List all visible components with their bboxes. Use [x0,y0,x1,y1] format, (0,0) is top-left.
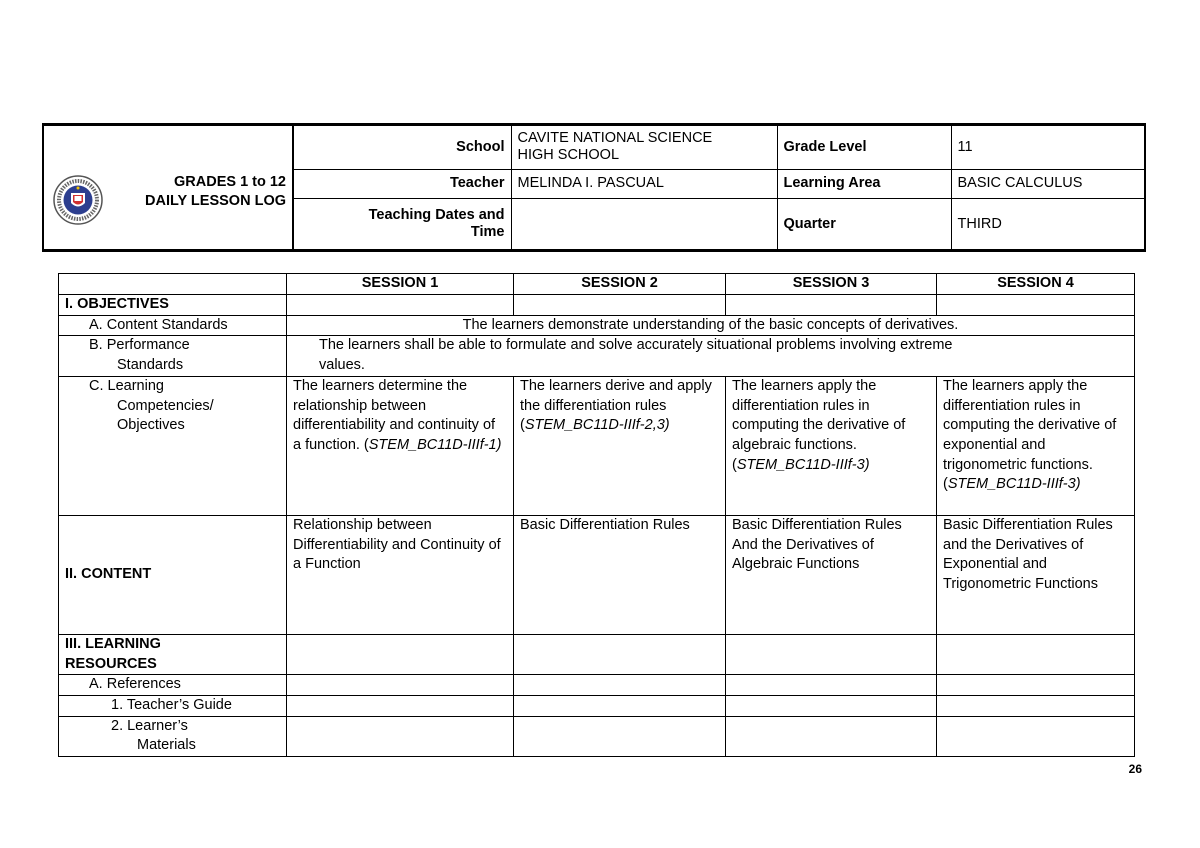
objectives-s3 [726,295,937,316]
quarter-value: THIRD [951,198,1145,250]
session-header-row [59,274,1135,295]
references-s2 [514,675,726,696]
competency-s1-code: STEM_BC11D-IIIf-1) [368,436,502,453]
learning-resources-label [59,634,287,674]
performance-standards-value [287,336,1135,376]
content-row [59,515,1135,634]
teaching-dates-value [511,198,777,250]
performance-standards-label [59,336,287,376]
learners-materials-row [59,716,1135,756]
competency-s2 [514,376,726,515]
competency-s3 [726,376,937,515]
objectives-s2 [514,295,726,316]
competency-s3-code: STEM_BC11D-IIIf-3) [736,456,870,473]
references-s4 [937,675,1135,696]
resources-s2 [514,634,726,674]
competency-s2-code: STEM_BC11D-IIIf-2,3) [524,417,670,434]
competency-s2-text: The learners derive and apply the differentiation rules ( [520,377,712,434]
content-s3: Basic Differentiation Rules And the Derivatives of Algebraic Functions [726,515,937,634]
logo-area [44,126,292,249]
learning-resources-label-line2: RESOURCES [65,655,157,672]
content-label: II. CONTENT [59,515,287,634]
deped-seal-icon [52,174,104,226]
learning-resources-label-line1: III. LEARNING [65,635,161,652]
teachers-guide-s4 [937,695,1135,716]
teachers-guide-s2 [514,695,726,716]
teacher-value: MELINDA I. PASCUAL [511,169,777,198]
objectives-s1 [287,295,514,316]
learning-area-label: Learning Area [777,169,951,198]
competency-s4-text: The learners apply the differentiation rules in computing the derivative of exponential and trigonometric functions. ( [943,377,1117,493]
page-number: 26 [1128,762,1142,776]
info-table [292,126,1145,250]
competency-s1 [287,376,514,515]
resources-s3 [726,634,937,674]
objectives-row [59,295,1135,316]
performance-standards-label-line1: B. Performance [89,337,190,354]
performance-standards-value-line1: The learners shall be able to formulate and solve accurately situational problems involving extreme [319,337,953,354]
objectives-s4 [937,295,1135,316]
quarter-label: Quarter [777,198,951,250]
log-title-line1: GRADES 1 to 12 [174,174,286,190]
references-label: A. References [59,675,287,696]
learning-area-value: BASIC CALCULUS [951,169,1145,198]
performance-standards-label-line2: Standards [117,357,184,374]
content-s1: Relationship between Differentiability and Continuity of a Function [287,515,514,634]
content-standards-value: The learners demonstrate understanding of the basic concepts of derivatives. [287,315,1135,336]
session-1-header: SESSION 1 [287,274,514,295]
learners-materials-label-line1: 2. Learner’s [111,717,188,734]
references-row [59,675,1135,696]
competencies-label [59,376,287,515]
grade-level-value: 11 [951,126,1145,169]
teaching-dates-label-line1: Teaching Dates and [368,207,505,224]
resources-s1 [287,634,514,674]
session-2-header: SESSION 2 [514,274,726,295]
competencies-label-line2: Competencies/ [117,397,214,414]
competencies-label-line1: C. Learning [89,377,164,394]
references-s1 [287,675,514,696]
learners-materials-s1 [287,716,514,756]
teacher-label: Teacher [293,169,511,198]
log-title-line2: DAILY LESSON LOG [145,193,286,209]
session-4-header: SESSION 4 [937,274,1135,295]
school-value-line1: CAVITE NATIONAL SCIENCE [517,130,713,147]
teachers-guide-s1 [287,695,514,716]
school-label: School [293,126,511,169]
teaching-dates-label [293,198,511,250]
learners-materials-label [59,716,287,756]
content-s4: Basic Differentiation Rules and the Derivatives of Exponential and Trigonometric Functions [937,515,1135,634]
school-value [511,126,777,169]
teachers-guide-label: 1. Teacher’s Guide [59,695,287,716]
teachers-guide-s3 [726,695,937,716]
competency-s3-text: The learners apply the differentiation rules in computing the derivative of algebraic functions. ( [732,377,906,473]
content-standards-row [59,315,1135,336]
learning-resources-row [59,634,1135,674]
learners-materials-s2 [514,716,726,756]
learners-materials-label-line2: Materials [137,737,196,754]
performance-standards-value-line2: values. [319,357,365,374]
competencies-row [59,376,1135,515]
teachers-guide-row [59,695,1135,716]
teaching-dates-label-line2: Time [470,224,505,241]
learners-materials-s3 [726,716,937,756]
objectives-label: I. OBJECTIVES [59,295,287,316]
competencies-label-line3: Objectives [117,417,185,434]
lesson-log-table [58,273,1135,757]
learners-materials-s4 [937,716,1135,756]
content-s2: Basic Differentiation Rules [514,515,726,634]
competency-s4 [937,376,1135,515]
school-value-line2: HIGH SCHOOL [517,147,620,164]
references-s3 [726,675,937,696]
competency-s1-text: The learners determine the relationship between differentiability and continuity of a function. ( [293,377,496,453]
performance-standards-row [59,336,1135,376]
lesson-log-header [42,123,1146,252]
grade-level-label: Grade Level [777,126,951,169]
blank-corner-cell [59,274,287,295]
competency-s4-code: STEM_BC11D-IIIf-3) [947,476,1081,493]
resources-s4 [937,634,1135,674]
content-standards-label: A. Content Standards [59,315,287,336]
session-3-header: SESSION 3 [726,274,937,295]
